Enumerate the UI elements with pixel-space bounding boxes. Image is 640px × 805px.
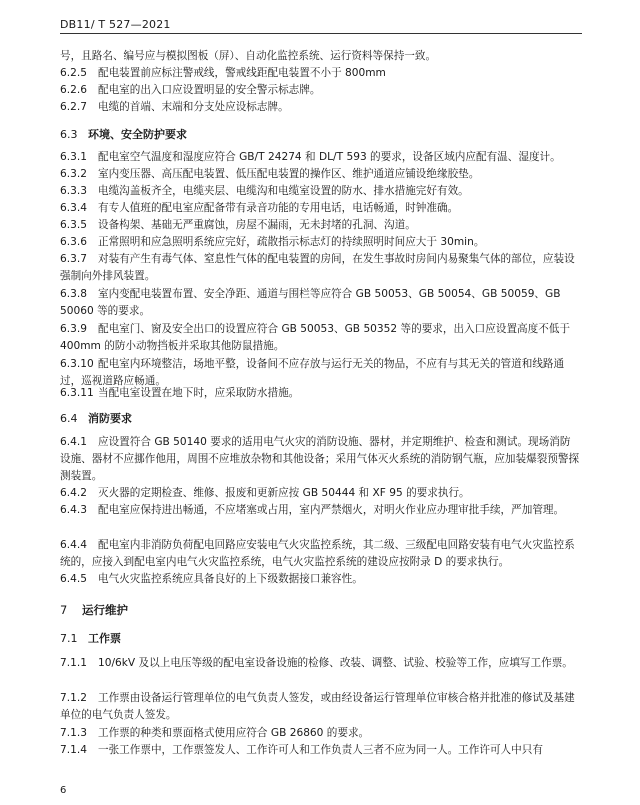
heading-number: 7.1: [60, 632, 78, 645]
clause-paragraph: [60, 48, 580, 65]
clause-number: 6.4.5: [60, 573, 87, 585]
clause-text: 设备构架、基础无严重腐蚀，房屋不漏雨，无未封堵的孔洞、沟道。: [98, 219, 416, 231]
heading-title: 工作票: [88, 632, 121, 645]
clause-text: 10/6kV 及以上电压等级的配电室设备设施的检修、改装、调整、试验、校验等工作，应填写工作票。: [98, 657, 573, 669]
clause-text: 灭火器的定期检查、维修、报废和更新应按 GB 50444 和 XF 95 的要求执行。: [98, 487, 470, 499]
clause-number: 6.4.3: [60, 504, 87, 516]
section-heading: [60, 630, 121, 646]
clause-paragraph: [60, 286, 580, 320]
clause-text: 配电室空气温度和湿度应符合 GB/T 24274 和 DL/T 593 的要求，设备区域内应配有温、湿度计。: [98, 151, 561, 163]
clause-text: 一张工作票中，工作票签发人、工作许可人和工作负责人三者不应为同一人。工作许可人中只有: [98, 744, 543, 756]
clause-paragraph: [60, 537, 580, 571]
clause-number: 6.3.10: [60, 358, 94, 370]
clause-paragraph: [60, 234, 580, 251]
clause-number: 6.3.7: [60, 253, 87, 265]
clause-number: 6.3.1: [60, 151, 87, 163]
clause-number: 6.2.5: [60, 67, 87, 79]
clause-text: 工作票由设备运行管理单位的电气负责人签发，或由经设备运行管理单位审核合格并批准的修试及基建单位的电气负责人签发。: [60, 692, 575, 721]
clause-number: 6.2.6: [60, 84, 87, 96]
heading-title: 运行维护: [82, 603, 128, 617]
clause-number: 6.2.7: [60, 101, 87, 113]
document-header: DB11/ T 527—2021: [60, 18, 171, 31]
clause-paragraph: [60, 217, 580, 234]
section-heading: [60, 126, 187, 142]
clause-paragraph: [60, 690, 580, 724]
clause-text: 配电室门、窗及安全出口的设置应符合 GB 50053、GB 50352 等的要求，出入口应设置高度不低于 400mm 的防小动物挡板并采取其他防鼠措施。: [60, 323, 571, 352]
section-heading: [60, 410, 132, 426]
clause-text: 对装有产生有毒气体、窒息性气体的配电装置的房间，在发生事故时房间内易聚集气体的部位，应装设强制向外排风装置。: [60, 253, 575, 282]
clause-number: 6.3.9: [60, 323, 87, 335]
clause-paragraph: [60, 65, 580, 82]
clause-text: 配电装置前应标注警戒线，警戒线距配电装置不小于 800mm: [98, 67, 386, 79]
clause-paragraph: [60, 485, 580, 502]
clause-number: 7.1.2: [60, 692, 87, 704]
clause-text: 配电室内非消防负荷配电回路应安装电气火灾监控系统，其二级、三级配电回路安装有电气火灾监控系统的，应接入到配电室内电气火灾监控系统，电气火灾监控系统的建设应按附录 D 的要求执行。: [60, 539, 575, 568]
clause-number: 6.3.11: [60, 387, 94, 399]
heading-number: 6.4: [60, 412, 78, 425]
clause-number: 6.4.4: [60, 539, 87, 551]
heading-number: 7: [60, 603, 68, 617]
clause-paragraph: [60, 655, 580, 672]
chapter-heading: [60, 602, 128, 618]
clause-text: 配电室应保持进出畅通，不应堵塞或占用，室内严禁烟火，对明火作业应办理审批手续，严加管理。: [98, 504, 565, 516]
clause-paragraph: [60, 321, 580, 355]
clause-paragraph: [60, 725, 580, 742]
clause-paragraph: [60, 385, 580, 402]
clause-number: 7.1.3: [60, 727, 87, 739]
clause-paragraph: [60, 82, 580, 99]
clause-paragraph: [60, 742, 580, 759]
clause-text: 当配电室设置在地下时，应采取防水措施。: [98, 387, 300, 399]
clause-number: 6.3.6: [60, 236, 87, 248]
clause-number: 6.3.5: [60, 219, 87, 231]
clause-number: 6.4.1: [60, 436, 87, 448]
clause-number: 6.3.2: [60, 168, 87, 180]
clause-paragraph: [60, 571, 580, 588]
clause-text: 室内变压器、高压配电装置、低压配电装置的操作区、维护通道应铺设绝缘胶垫。: [98, 168, 480, 180]
clause-text: 配电室内环境整洁，场地平整，设备间不应存放与运行无关的物品，不应有与其无关的管道和线路通过，巡视道路应畅通。: [60, 358, 565, 387]
clause-number: 6.3.4: [60, 202, 87, 214]
clause-paragraph: [60, 149, 580, 166]
clause-number: 6.3.8: [60, 288, 87, 300]
clause-text: 有专人值班的配电室应配备带有录音功能的专用电话，电话畅通，时钟准确。: [98, 202, 459, 214]
heading-number: 6.3: [60, 128, 78, 141]
clause-text: 配电室的出入口应设置明显的安全警示标志牌。: [98, 84, 321, 96]
clause-text: 电气火灾监控系统应具备良好的上下级数据接口兼容性。: [98, 573, 363, 585]
clause-text: 室内变配电装置布置、安全净距、通道与围栏等应符合 GB 50053、GB 50054、GB 50059、GB 50060 等的要求。: [60, 288, 561, 317]
clause-number: 6.4.2: [60, 487, 87, 499]
clause-text: 工作票的种类和票面格式使用应符合 GB 26860 的要求。: [98, 727, 370, 739]
clause-paragraph: [60, 99, 580, 116]
clause-number: 7.1.4: [60, 744, 87, 756]
header-divider: [60, 33, 582, 34]
clause-text: 号，且路名、编号应与模拟图板（屏）、自动化监控系统、运行资料等保持一致。: [60, 50, 437, 62]
clause-paragraph: [60, 502, 580, 519]
clause-number: 7.1.1: [60, 657, 87, 669]
clause-paragraph: [60, 434, 580, 485]
clause-paragraph: [60, 251, 580, 285]
clause-text: 电缆的首端、末端和分支处应设标志牌。: [98, 101, 289, 113]
clause-paragraph: [60, 200, 580, 217]
clause-number: 6.3.3: [60, 185, 87, 197]
heading-title: 消防要求: [88, 412, 132, 425]
heading-title: 环境、安全防护要求: [88, 128, 187, 141]
clause-paragraph: [60, 166, 580, 183]
clause-text: 电缆沟盖板齐全，电缆夹层、电缆沟和电缆室设置的防水、排水措施完好有效。: [98, 185, 469, 197]
clause-text: 正常照明和应急照明系统应完好，疏散指示标志灯的持续照明时间应大于 30min。: [98, 236, 485, 248]
page-number: 6: [60, 785, 67, 796]
clause-paragraph: [60, 183, 580, 200]
clause-text: 应设置符合 GB 50140 要求的适用电气火灾的消防设施、器材，并定期维护、检查和测试。现场消防设施、器材不应挪作他用，周围不应堆放杂物和其他设备；采用气体灭火系统的消防钢气瓶，应加装爆裂预警探测装置。: [60, 436, 580, 482]
